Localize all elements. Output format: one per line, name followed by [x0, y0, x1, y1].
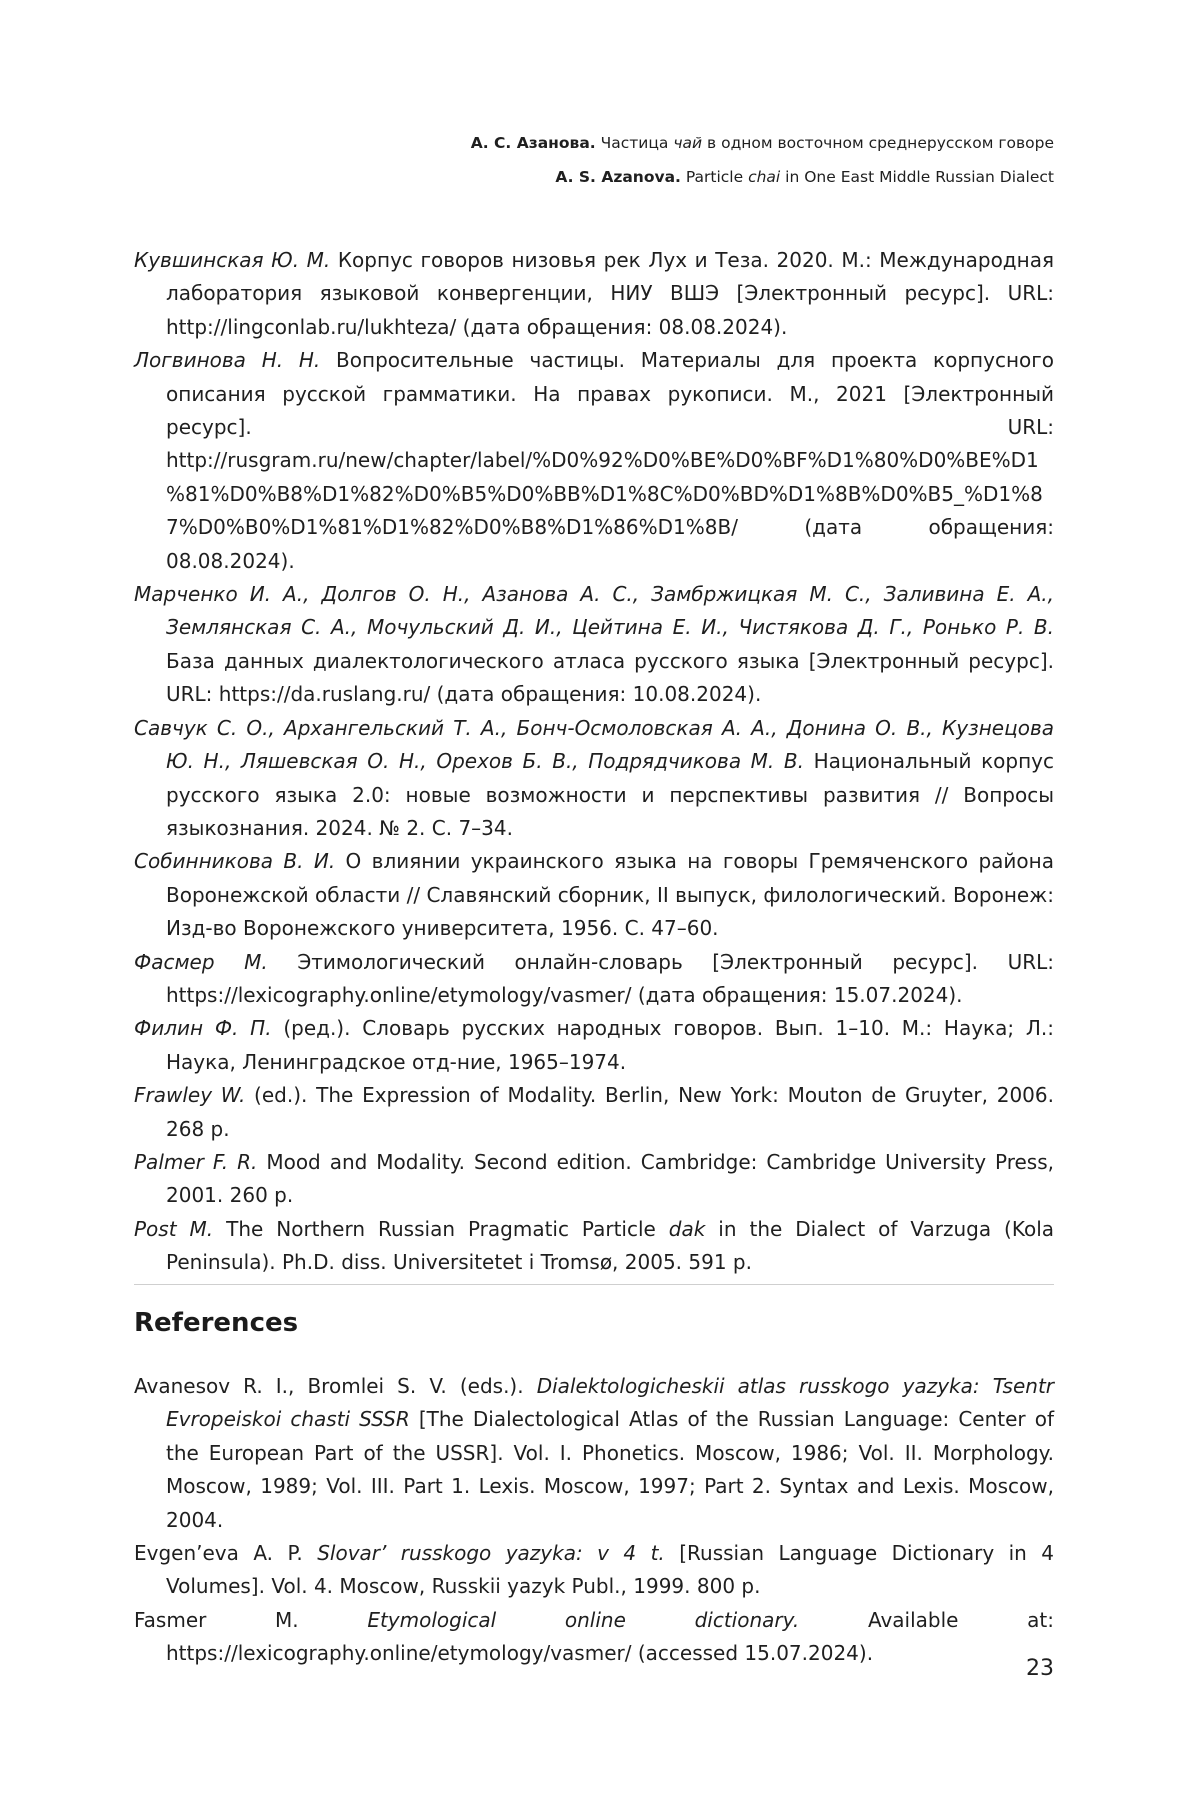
- reference-entry: Post M. The Northern Russian Pragmatic Particle dak in the Dialect of Varzuga (Kola Peninsula). Ph.D. diss. Universitetet i Tromsø, 2005. 591 p.: [134, 1216, 1055, 1275]
- section-divider: [134, 1284, 1054, 1285]
- running-header-ru: А. С. Азанова. Частица чай в одном восточном среднерусском говоре: [470, 134, 1054, 152]
- running-header: [134, 126, 1054, 194]
- reference-entry: Собинникова В. И. О влиянии украинского языка на говоры Гремяченского района Воронежской области // Славянский сборник, II выпуск, филологический. Воронеж: Изд-во Воронежского университета, 1956. С. 47–60.: [134, 849, 1055, 941]
- reference-entry: Марченко И. А., Долгов О. Н., Азанова А. С., Замбржицкая М. С., Заливина Е. А., Землянская С. А., Мочульский Д. И., Цейтина Е. И., Чистякова Д. Г., Ронько Р. В. База данных диалектологического атласа русского языка [Электронный ресурс]. URL: https://da.ruslang.ru/ (дата обращения: 10.08.2024).: [134, 582, 1054, 707]
- reference-entry: Филин Ф. П. (ред.). Словарь русских народных говоров. Вып. 1–10. М.: Наука; Л.: Наука, Ленинградское отд-ние, 1965–1974.: [134, 1016, 1054, 1074]
- running-header-en: A. S. Azanova. Particle chai in One East Middle Russian Dialect: [555, 168, 1054, 186]
- reference-entry: Evgen’eva A. P. Slovar’ russkogo yazyka: v 4 t. [Russian Language Dictionary in 4 Volumes]. Vol. 4. Moscow, Russkii yazyk Publ., 1999. 800 p.: [134, 1541, 1055, 1599]
- references-ru-list: [134, 244, 1054, 1280]
- reference-entry: Кувшинская Ю. М. Корпус говоров низовья рек Лух и Теза. 2020. М.: Международная лаборатория языковой конвергенции, НИУ ВШЭ [Электронный ресурс]. URL: http://lingconlab.ru/lukhteza/ (дата обращения: 08.08.2024).: [134, 248, 1054, 339]
- page-number: 23: [1026, 1656, 1054, 1681]
- reference-entry: Palmer F. R. Mood and Modality. Second edition. Cambridge: Cambridge University Press, 2001. 260 p.: [134, 1149, 1055, 1208]
- reference-entry: Фасмер М. Этимологический онлайн-словарь [Электронный ресурс]. URL: https://lexicography.online/etymology/vasmer/ (дата обращения: 15.07.2024).: [134, 949, 1055, 1007]
- reference-entry: Frawley W. (ed.). The Expression of Modality. Berlin, New York: Mouton de Gruyter, 2006. 268 p.: [134, 1083, 1054, 1141]
- reference-entry: Avanesov R. I., Bromlei S. V. (eds.). Dialektologicheskii atlas russkogo yazyka: Tsentr Evropeiskoi chasti SSSR [The Dialectological Atlas of the Russian Language: Center of the European Part of the USSR]. Vol. I. Phonetics. Moscow, 1986; Vol. II. Morphology. Moscow, 1989; Vol. III. Part 1. Lexis. Moscow, 1997; Part 2. Syntax and Lexis. Moscow, 2004.: [134, 1374, 1055, 1532]
- reference-entry: Савчук С. О., Архангельский Т. А., Бонч-Осмоловская А. А., Донина О. В., Кузнецова Ю. Н., Ляшевская О. Н., Орехов Б. В., Подрядчикова М. В. Национальный корпус русского языка 2.0: новые возможности и перспективы развития // Вопросы языкознания. 2024. № 2. С. 7–34.: [134, 715, 1054, 840]
- references-en-list: [134, 1370, 1054, 1671]
- reference-entry: Логвинова Н. Н. Вопросительные частицы. Материалы для проекта корпусного описания русской грамматики. На правах рукописи. М., 2021 [Электронный ресурс]. URL: http://rusgram.ru/new/chapter/label/%D0%92%D0%BE%D0%BF%D1%80%D0%BE%D1%81%D0%B8%D1%82%D0%B5%D0%BB%D1%8C%D0%BD%D1%8B%D0%B5_%D1%87%D0%B0%D1%81%D1%82%D0%B8%D1%86%D1%8B/ (дата обращения: 08.08.2024).: [134, 348, 1054, 573]
- reference-entry: Fasmer M. Etymological online dictionary. Available at: https://lexicography.online/etymology/vasmer/ (accessed 15.07.2024).: [134, 1607, 1054, 1666]
- references-heading: References: [134, 1308, 299, 1338]
